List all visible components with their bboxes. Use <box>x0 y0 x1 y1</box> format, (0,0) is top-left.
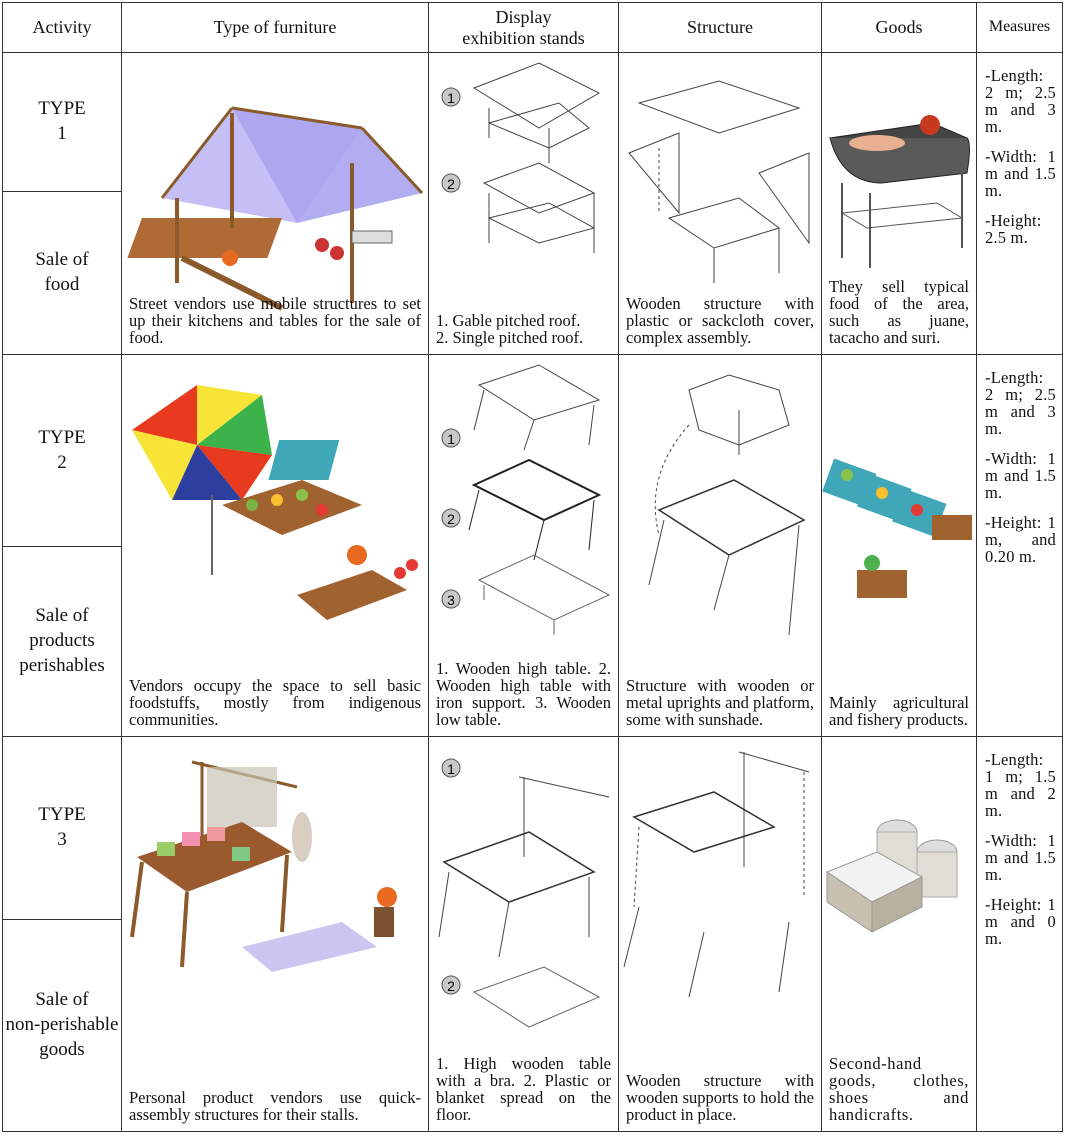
header-measures: Measures <box>977 3 1063 53</box>
row2-activity-label: Sale of products perishables <box>19 605 105 676</box>
row3-structure <box>619 737 822 1132</box>
row2-measures <box>977 355 1063 737</box>
row3-activity <box>3 920 122 1132</box>
row2-goods <box>822 355 977 737</box>
row2-structure <box>619 355 822 737</box>
header-activity: Activity <box>3 3 122 53</box>
row3-display <box>429 737 619 1132</box>
row3-height: -Height: 1 m and 0 m. <box>985 894 1056 948</box>
row2-width: -Width: 1 m and 1.5 m. <box>985 448 1056 502</box>
row1-activity-label: Sale of food <box>35 249 89 295</box>
row1-display <box>429 53 619 355</box>
row2-furniture <box>122 355 429 737</box>
row1-structure-description: Wooden structure with plastic or sackcloth cover, complex assembly. <box>626 294 814 348</box>
classification-grid <box>2 2 1063 1132</box>
row2-marker-2: 2 <box>447 511 455 527</box>
row1-height: -Height: 2.5 m. <box>985 210 1042 247</box>
row1-display-description: 1. Gable pitched roof. 2. Single pitched roof. <box>436 311 584 348</box>
row3-marker-1: 1 <box>447 761 455 777</box>
row3-width: -Width: 1 m and 1.5 m. <box>985 830 1056 884</box>
row2-measures-list <box>977 355 1062 565</box>
row1-type-label: TYPE 1 <box>38 98 86 144</box>
row3-measures-list <box>977 737 1062 947</box>
row1-furniture-description: Street vendors use mobile structures to set up their kitchens and tables for the sale of food. <box>129 294 421 348</box>
row3-furniture <box>122 737 429 1132</box>
row3-goods <box>822 737 977 1132</box>
row3-type-label: TYPE 3 <box>38 804 86 850</box>
row1-goods <box>822 53 977 355</box>
row2-marker-1: 1 <box>447 431 455 447</box>
row3-display-description: 1. High wooden table with a bra. 2. Plastic or blanket spread on the floor. <box>436 1054 611 1125</box>
row3-measures <box>977 737 1063 1132</box>
row1-width: -Width: 1 m and 1.5 m. <box>985 146 1056 200</box>
row3-type <box>3 737 122 920</box>
row2-height: -Height: 1 m, and 0.20 m. <box>985 512 1056 566</box>
header-goods: Goods <box>822 3 977 53</box>
row1-structure <box>619 53 822 355</box>
row3-structure-description: Wooden structure with wooden supports to hold the product in place. <box>626 1071 814 1125</box>
goods-illustration-icon <box>822 355 977 735</box>
row1-furniture <box>122 53 429 355</box>
row1-type <box>3 53 122 192</box>
row1-goods-description: They sell typical food of the area, such as juane, tacacho and suri. <box>829 277 969 348</box>
row2-display-description: 1. Wooden high table. 2. Wooden high table with iron support. 3. Wooden low table. <box>436 659 611 730</box>
row2-type-label: TYPE 2 <box>38 426 86 473</box>
row2-furniture-description: Vendors occupy the space to sell basic foodstuffs, mostly from indigenous communities. <box>129 676 421 730</box>
header-display-label: Display exhibition stands <box>462 6 585 48</box>
stall-illustration-icon <box>122 737 429 1127</box>
row2-length: -Length: 2 m; 2.5 m and 3 m. <box>985 368 1056 438</box>
header-furniture: Type of furniture <box>122 3 429 53</box>
wireframe-icon <box>429 53 619 353</box>
row3-marker-2: 2 <box>447 978 455 994</box>
row2-structure-description: Structure with wooden or metal uprights and platform, some with sunshade. <box>626 676 814 730</box>
row1-marker-1: 1 <box>447 90 455 106</box>
row3-activity-label: Sale of non-perishable goods <box>5 989 119 1060</box>
row1-marker-2: 2 <box>447 176 455 192</box>
header-structure: Structure <box>619 3 822 53</box>
wireframe-icon <box>619 737 822 1127</box>
row2-type <box>3 355 122 547</box>
row2-marker-3: 3 <box>447 592 455 608</box>
row3-furniture-description: Personal product vendors use quick-assembly structures for their stalls. <box>129 1088 421 1125</box>
row1-activity <box>3 192 122 355</box>
row1-measures-list <box>977 53 1062 246</box>
row1-length: -Length: 2 m; 2.5 m and 3 m. <box>985 66 1056 136</box>
row3-length: -Length: 1 m; 1.5 m and 2 m. <box>985 750 1056 820</box>
row2-activity <box>3 547 122 737</box>
row2-goods-description: Mainly agricultural and fishery products. <box>829 693 969 730</box>
row2-display <box>429 355 619 737</box>
row1-measures <box>977 53 1063 355</box>
header-display <box>429 3 619 53</box>
row3-goods-description: Second-hand goods, clothes, shoes and handicrafts. <box>829 1054 969 1125</box>
